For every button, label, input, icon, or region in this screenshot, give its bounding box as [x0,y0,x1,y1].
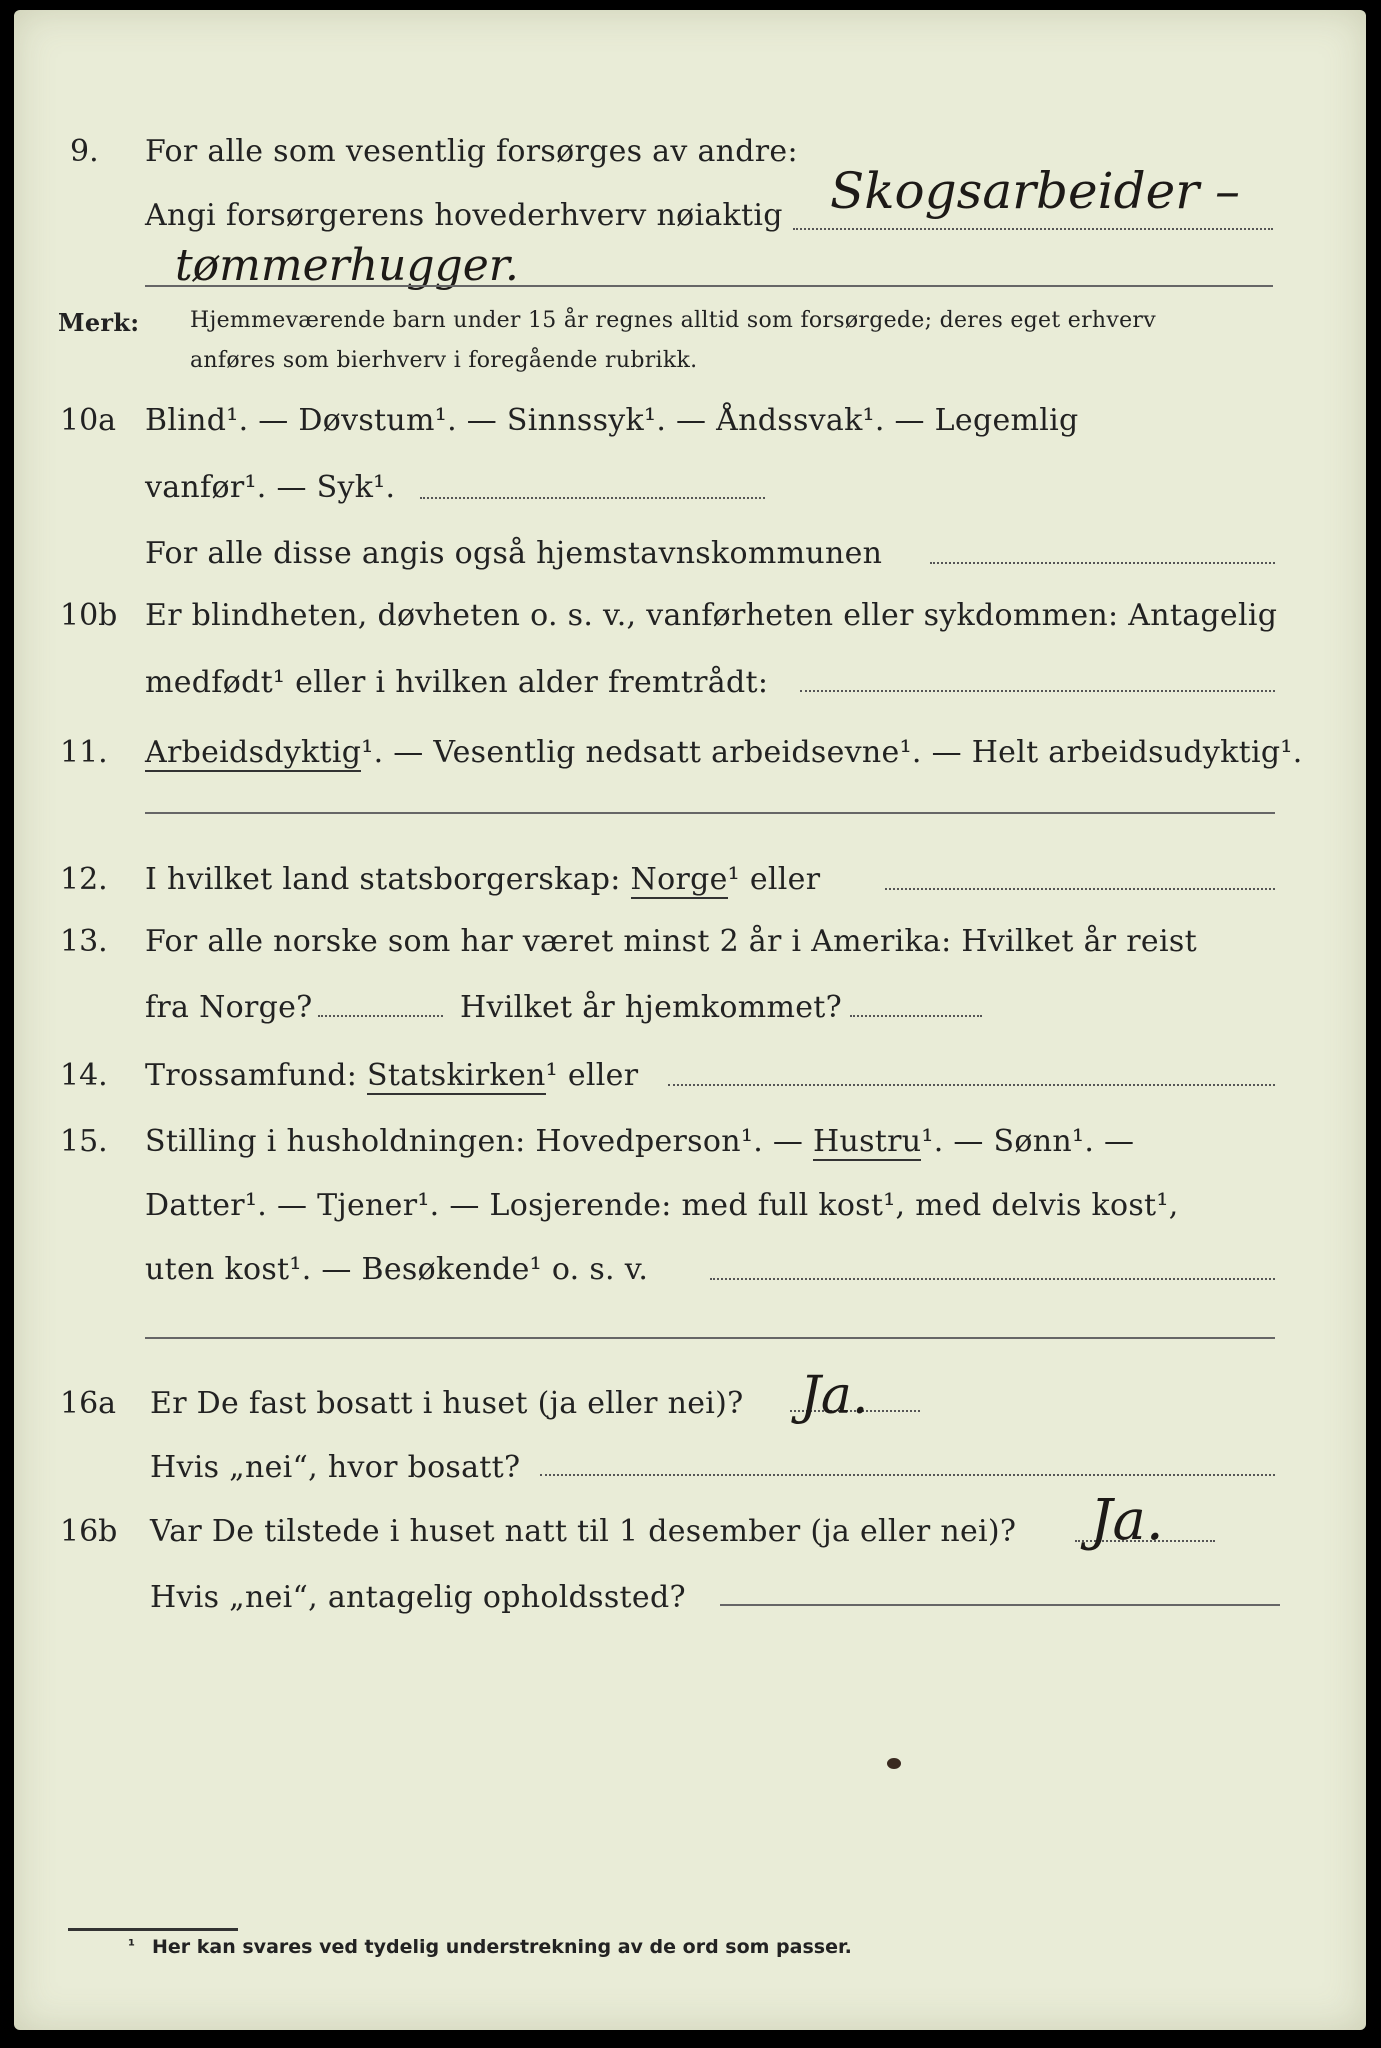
q11-text [145,735,1303,770]
q12-post: ¹ eller [727,862,821,897]
q10a-kommune-line [930,562,1275,564]
q10b-answer-line [800,690,1275,692]
q11-answer-line [145,812,1275,814]
q15-underlined-hustru: Hustru [813,1124,922,1159]
q14-text [145,1058,638,1093]
q13-number: 13. [60,924,108,959]
q13-reist-line [318,1015,443,1017]
q15-post: ¹. — Sønn¹. — [921,1124,1135,1159]
merk-line1: Hjemmeværende barn under 15 år regnes alltid som forsørgede; deres eget erhverv [190,308,1156,333]
q10a-syk-line [420,497,765,499]
q10b-line2: medfødt¹ eller i hvilken alder fremtrådt: [145,665,769,700]
q15-number: 15. [60,1124,108,1159]
q14-underlined-statskirken: Statskirken [367,1058,546,1093]
q9-answer-line1 [793,228,1273,230]
footnote-rule [68,1928,238,1931]
q16a-handwritten-answer: Ja. [800,1366,869,1426]
q16b-opholdssted-line [720,1604,1280,1606]
q15-extra-line [145,1337,1275,1339]
q16b-number: 16b [60,1514,118,1549]
q15-pre: Stilling i husholdningen: Hovedperson¹. — [145,1124,804,1159]
q16b-handwritten-answer: Ja. [1090,1488,1164,1553]
q10a-line2: vanfør¹. — Syk¹. [145,470,396,505]
q12-pre: I hvilket land statsborgerskap: [145,862,621,897]
q16b-line2: Hvis „nei“, antagelig opholdssted? [150,1580,686,1615]
footnote-text: Her kan svares ved tydelig understrekning av de ord som passer. [152,1936,852,1958]
q14-answer-line [668,1084,1275,1086]
q16a-line2: Hvis „nei“, hvor bosatt? [150,1450,521,1485]
q13-line2b: Hvilket år hjemkommet? [460,990,843,1025]
q12-text [145,862,820,897]
q15-answer-line [710,1278,1275,1280]
q10a-line1: Blind¹. — Døvstum¹. — Sinnssyk¹. — Åndssvak¹. — Legemlig [145,403,1079,438]
q16b-line1: Var De tilstede i huset natt til 1 desember (ja eller nei)? [150,1514,1017,1549]
q9-number: 9. [70,134,99,169]
q15-line2: Datter¹. — Tjener¹. — Losjerende: med full kost¹, med delvis kost¹, [145,1188,1179,1223]
q9-line2: Angi forsørgerens hovederhverv nøiaktig [145,198,783,233]
merk-label: Merk: [58,308,140,337]
q12-answer-line [885,888,1275,890]
q12-underlined-norge: Norge [630,862,728,897]
q10a-line3: For alle disse angis også hjemstavnskommunen [145,536,883,571]
q10b-line1: Er blindheten, døvheten o. s. v., vanførheten eller sykdommen: Antagelig [145,598,1278,633]
q12-number: 12. [60,862,108,897]
q14-pre: Trossamfund: [145,1058,358,1093]
q13-line1: For alle norske som har været minst 2 år i Amerika: Hvilket år reist [145,924,1197,959]
q14-post: ¹ eller [545,1058,639,1093]
q14-number: 14. [60,1058,108,1093]
footnote-mark: ¹ [128,1936,136,1955]
q9-line1: For alle som vesentlig forsørges av andre: [145,134,798,169]
q9-handwritten-answer1: Skogsarbeider – [830,162,1241,220]
ink-spot [887,1758,901,1769]
q9-handwritten-answer2: tømmerhugger. [175,240,519,291]
q11-rest: ¹. — Vesentlig nedsatt arbeidsevne¹. — Helt arbeidsudyktig¹. [361,735,1303,770]
q10a-number: 10a [60,403,117,438]
q13-hjemkommet-line [850,1015,982,1017]
q11-underlined-arbeidsdyktig: Arbeidsdyktig [145,735,362,770]
q13-line2a: fra Norge? [145,990,313,1025]
q16a-bosatt-line [540,1474,1275,1476]
q10b-number: 10b [60,598,118,633]
q15-line1 [145,1124,1134,1159]
q9-answer-line2 [145,285,1273,287]
q11-number: 11. [60,735,108,770]
q16a-number: 16a [60,1386,117,1421]
merk-line2: anføres som bierhverv i foregående rubrikk. [190,348,698,373]
q15-line3: uten kost¹. — Besøkende¹ o. s. v. [145,1252,649,1287]
q16a-line1: Er De fast bosatt i huset (ja eller nei)? [150,1386,744,1421]
